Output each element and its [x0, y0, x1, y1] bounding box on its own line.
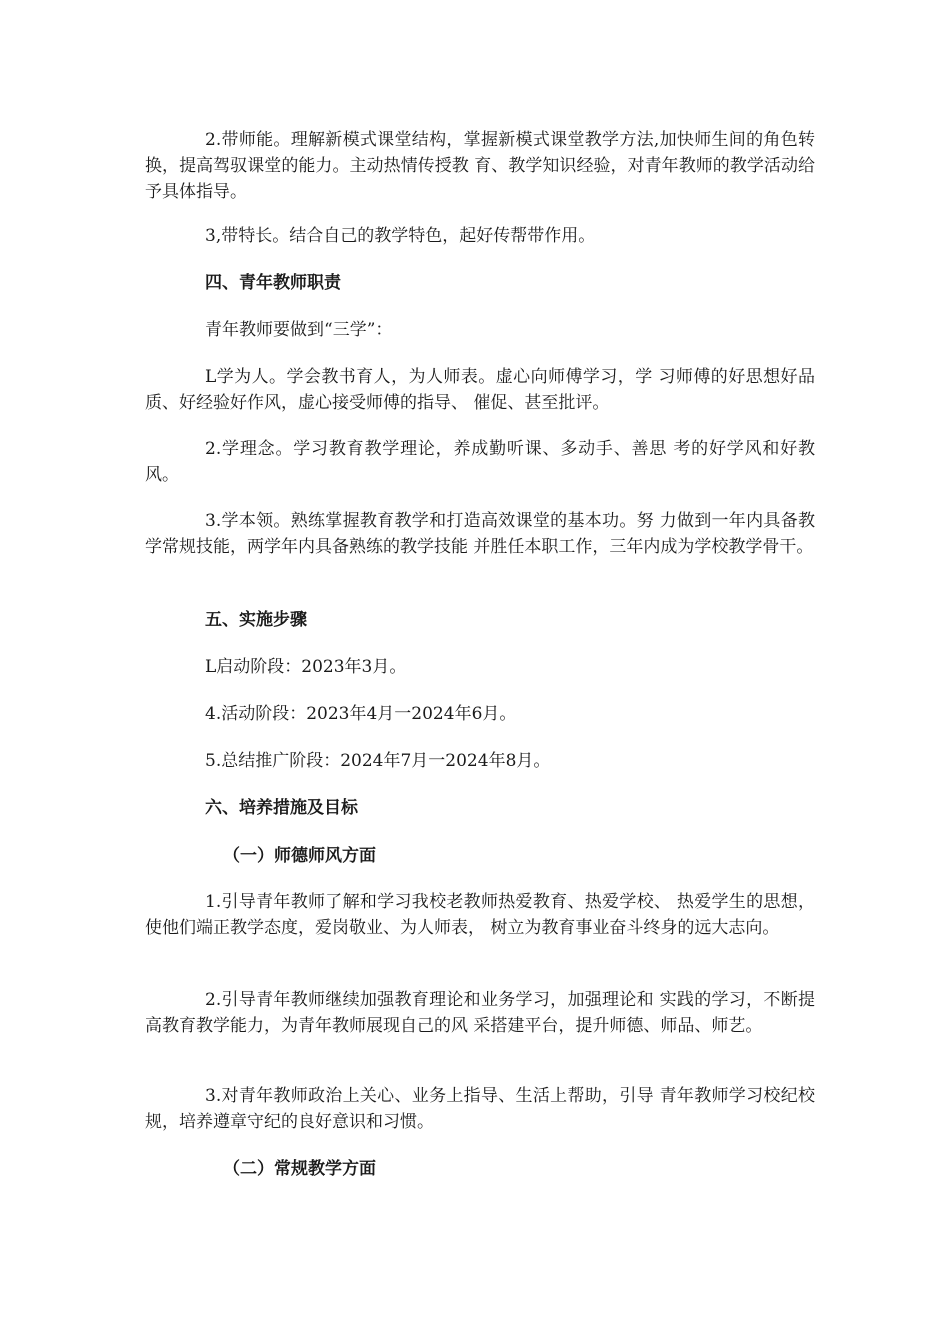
paragraph-mentor-skills: 2.带师能。理解新模式课堂结构，掌握新模式课堂教学方法,加快师生间的角色转换，提高驾驭课堂的能力。主动热情传授教 育、教学知识经验，对青年教师的教学活动给予具体指导。: [145, 130, 815, 202]
paragraph-learn-conduct: L学为人。学会教书育人，为人师表。虚心向师傅学习，学 习师傅的好思想好品质、好经验好作风，虚心接受师傅的指导、 催促、甚至批评。: [145, 367, 815, 413]
paragraph-stage-launch: L启动阶段：2023年3月。: [205, 657, 407, 677]
paragraph-learn-concepts: 2.学理念。学习教育教学理论，养成勤听课、多动手、善思 考的好学风和好教风。: [145, 439, 815, 485]
section-heading-4: 四、青年教师职责: [205, 273, 341, 293]
paragraph-stage-summary: 5.总结推广阶段：2024年7月一2024年8月。: [205, 751, 551, 771]
subsection-heading-teaching: （二）常规教学方面: [223, 1159, 376, 1179]
paragraph-three-learnings-intro: 青年教师要做到“三学”：: [205, 320, 393, 340]
subsection-heading-ethics: （一）师德师风方面: [223, 846, 376, 866]
section-heading-5: 五、实施步骤: [205, 610, 307, 630]
paragraph-stage-activity: 4.活动阶段：2023年4月一2024年6月。: [205, 704, 517, 724]
paragraph-ethics-1: 1.引导青年教师了解和学习我校老教师热爱教育、热爱学校、 热爱学生的思想，使他们端正教学态度，爱岗敬业、为人师表， 树立为教育事业奋斗终身的远大志向。: [145, 892, 815, 938]
paragraph-ethics-3: 3.对青年教师政治上关心、业务上指导、生活上帮助，引导 青年教师学习校纪校规，培养遵章守纪的良好意识和习惯。: [145, 1086, 815, 1132]
paragraph-learn-skills: 3.学本领。熟练掌握教育教学和打造高效课堂的基本功。努 力做到一年内具备教学常规技能，两学年内具备熟练的教学技能 并胜任本职工作，三年内成为学校教学骨干。: [145, 511, 815, 557]
section-heading-6: 六、培养措施及目标: [205, 798, 358, 818]
paragraph-ethics-2: 2.引导青年教师继续加强教育理论和业务学习，加强理论和 实践的学习，不断提高教育教学能力，为青年教师展现自己的风 采搭建平台，提升师德、师品、师艺。: [145, 990, 815, 1036]
paragraph-mentor-specialty: 3,带特长。结合自己的教学特色，起好传帮带作用。: [205, 226, 596, 246]
